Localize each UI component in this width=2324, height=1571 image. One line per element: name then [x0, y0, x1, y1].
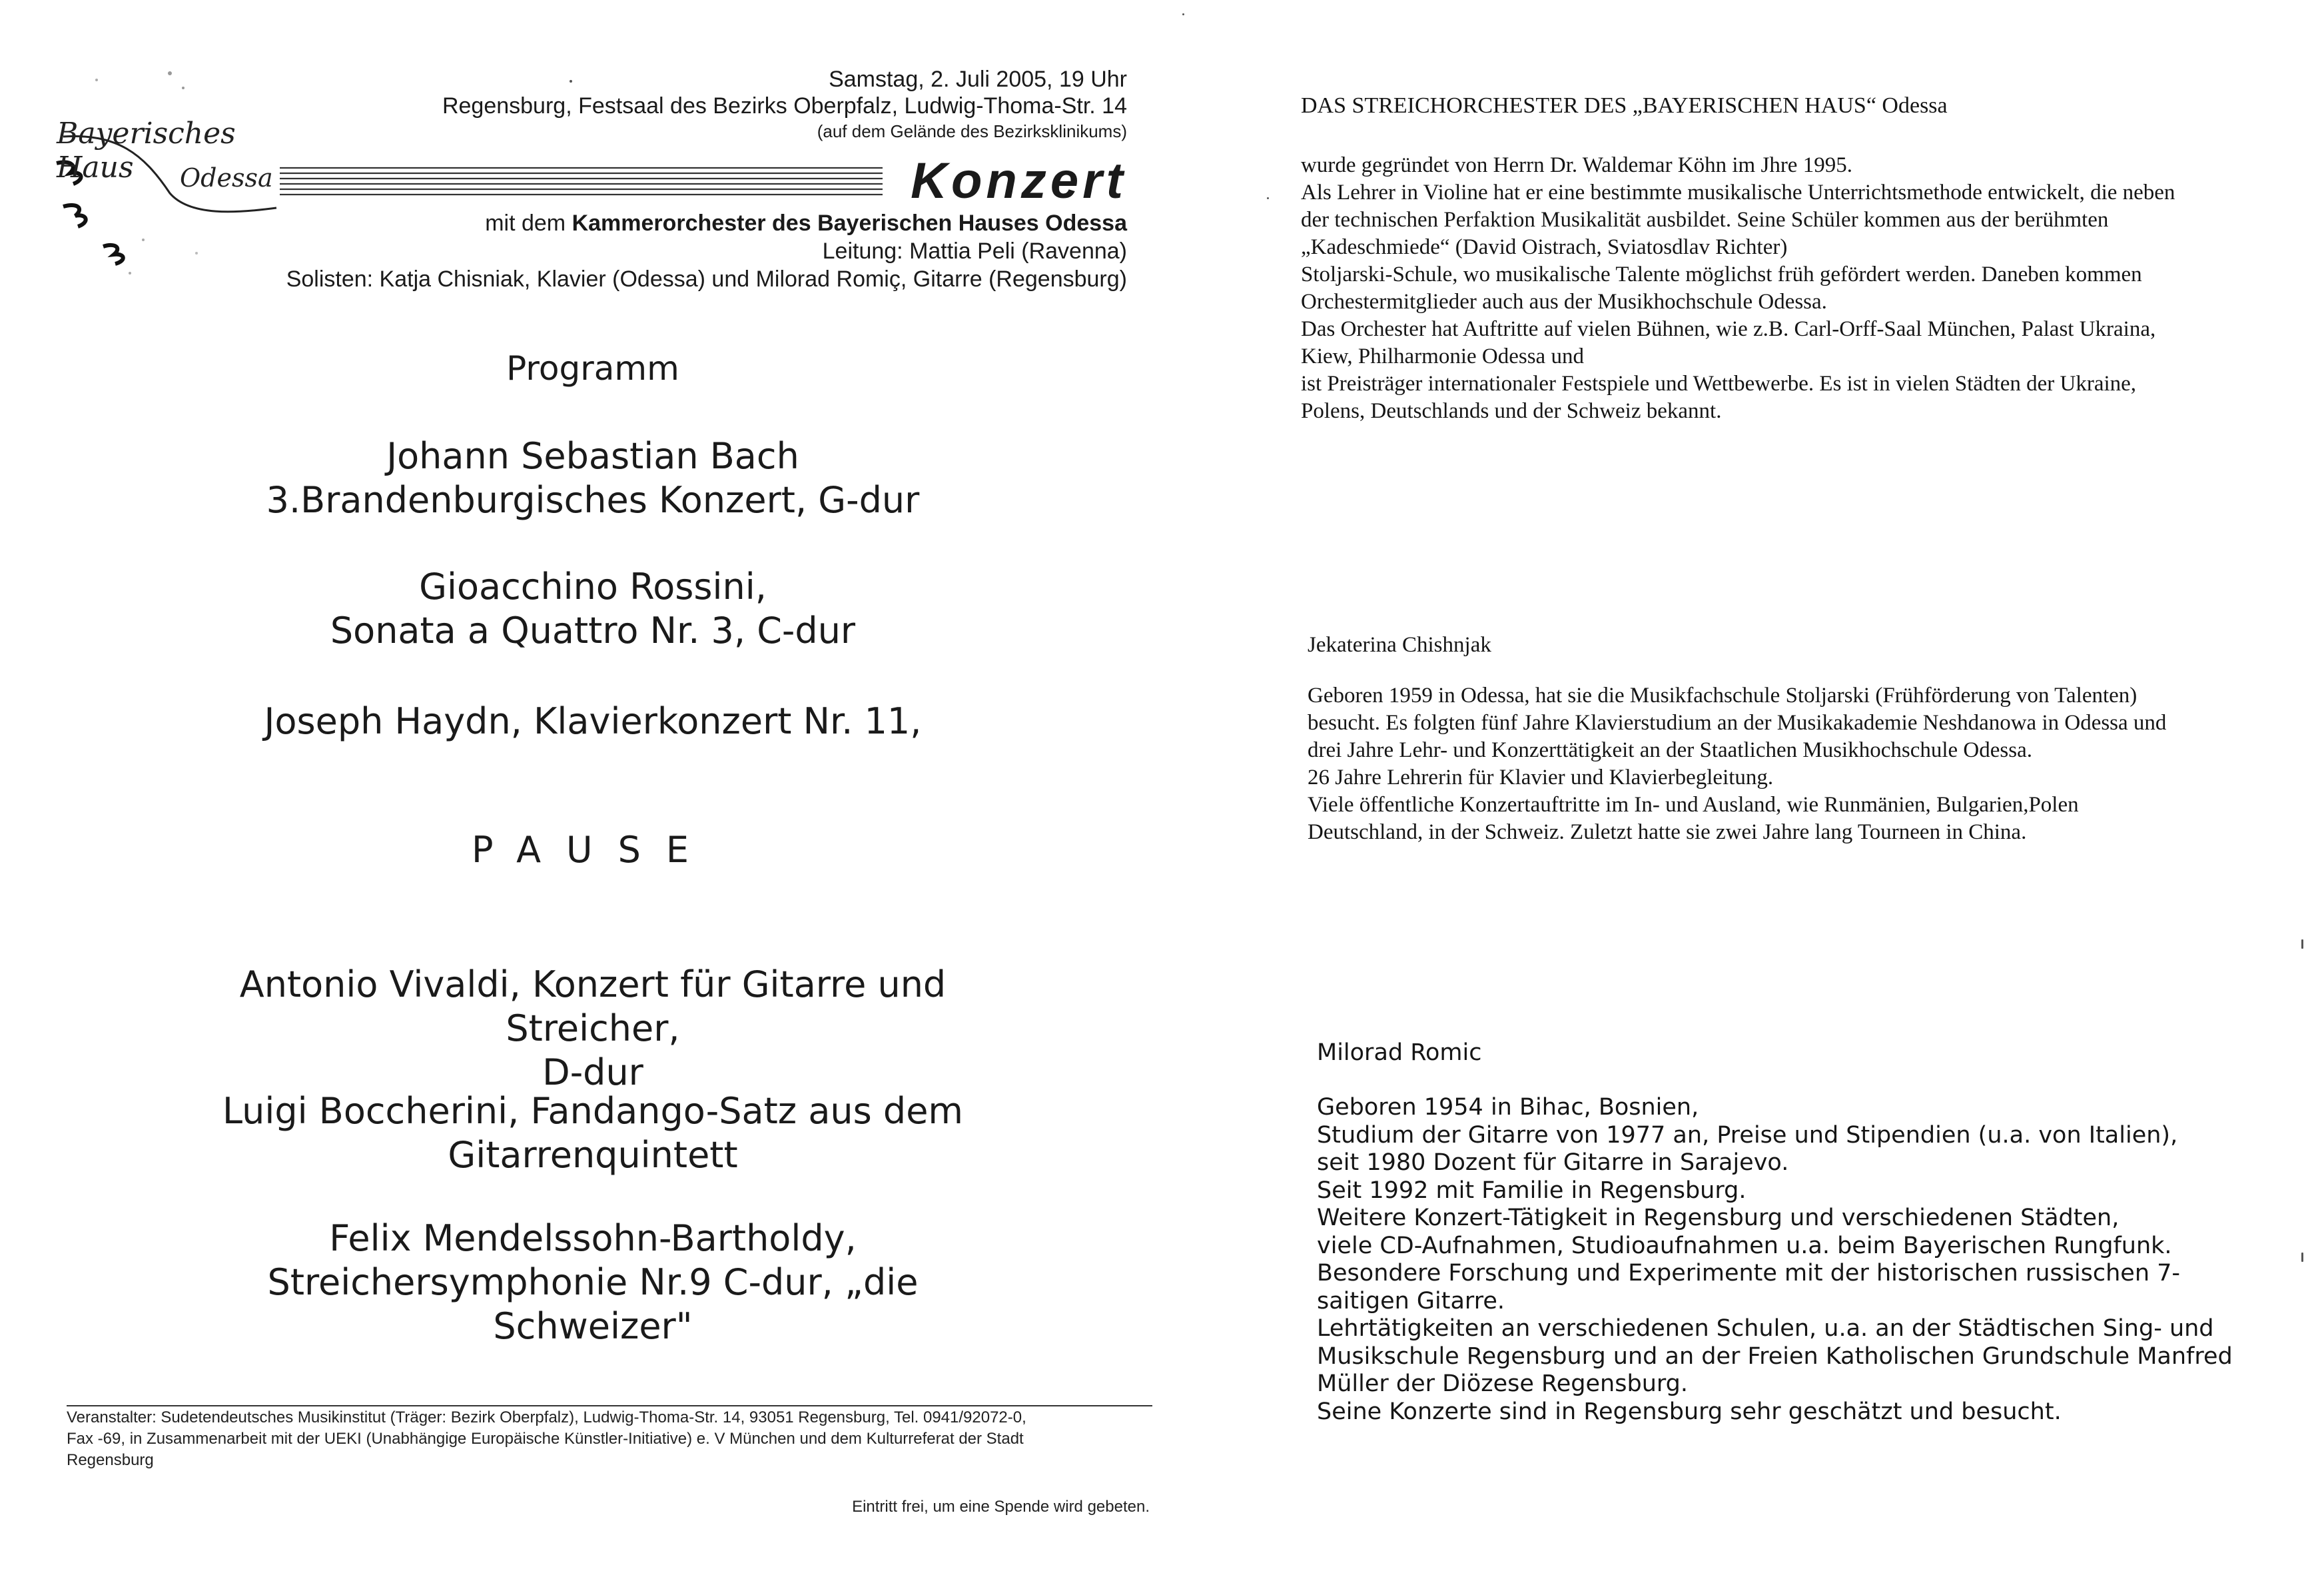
footer-line: Fax -69, in Zusammenarbeit mit der UEKI (Unabhängige Europäische Künstler-Initiative) e. V München und dem Kulturreferat der Stadt [67, 1430, 1024, 1448]
orchestra-line [485, 211, 1127, 237]
text-line: Weitere Konzert-Tätigkeit in Regensburg und verschiedenen Städten, [1317, 1205, 2120, 1231]
organizer-footer [67, 1407, 1159, 1471]
text-line: Seit 1992 mit Familie in Regensburg. [1317, 1177, 1746, 1204]
text-line: Seine Konzerte sind in Regensburg sehr geschätzt und besucht. [1317, 1398, 2062, 1425]
orchestra-description [1301, 152, 2175, 425]
footer-line: Veranstalter: Sudetendeutsches Musikinstitut (Träger: Bezirk Oberpfalz), Ludwig-Thoma-Str. 14, 93051 Regensburg, Tel. 0941/92072-0, [67, 1408, 1026, 1426]
program-item-line: Streichersymphonie Nr.9 C-dur, „die Schweizer" [267, 1261, 919, 1347]
text-line: Kiew, Philharmonie Odessa und [1301, 344, 1584, 368]
text-line: der technischen Perfaktion Musikalität ausbildet. Seine Schüler kommen aus der berühmten [1301, 208, 2109, 232]
romic-bio [1317, 1094, 2233, 1426]
program-item-boccherini [180, 1089, 1006, 1177]
entry-note: Eintritt frei, um eine Spende wird gebeten. [852, 1498, 1150, 1516]
footer-divider [67, 1405, 1152, 1406]
text-line: ist Preisträger internationaler Festspiele und Wettbewerbe. Es ist in vielen Städten der Ukraine, [1301, 372, 2137, 396]
text-line: saitigen Gitarre. [1317, 1287, 1505, 1314]
text-line: besucht. Es folgten fünf Jahre Klavierstudium an der Musikakademie Neshdanowa in Odessa und [1308, 711, 2167, 735]
program-item-vivaldi [180, 963, 1006, 1095]
program-item-line: Felix Mendelssohn-Bartholdy, [329, 1217, 857, 1259]
text-line: Studium der Gitarre von 1977 an, Preise und Stipendien (u.a. von Italien), [1317, 1121, 2178, 1149]
program-item-line: 3.Brandenburgisches Konzert, G-dur [266, 479, 920, 521]
logo-title: Bayerisches Haus [57, 117, 236, 185]
text-line: seit 1980 Dozent für Gitarre in Sarajevo. [1317, 1149, 1789, 1176]
program-item-line: Luigi Boccherini, Fandango-Satz aus dem [222, 1090, 964, 1132]
scan-speck [1182, 13, 1184, 15]
text-line: Lehrtätigkeiten an verschiedenen Schulen, u.a. an der Städtischen Sing- und [1317, 1315, 2214, 1342]
venue-note: (auf dem Gelände des Bezirksklinikums) [817, 121, 1127, 141]
scan-speck [2301, 1253, 2303, 1262]
program-item-bach [180, 434, 1006, 522]
text-line: drei Jahre Lehr- und Konzerttätigkeit an der Staatlichen Musikhochschule Odessa. [1308, 738, 2032, 762]
text-line: Orchestermitglieder auch aus der Musikhochschule Odessa. [1301, 290, 1827, 314]
text-line: Besondere Forschung und Experimente mit der historischen russischen 7- [1317, 1260, 2181, 1287]
program-item-line: Johann Sebastian Bach [386, 435, 799, 477]
text-line: Polens, Deutschlands und der Schweiz bekannt. [1301, 399, 1722, 423]
program-item-line: Gioacchino Rossini, [419, 566, 767, 608]
program-item-line: Antonio Vivaldi, Konzert für Gitarre und Streicher, [239, 963, 947, 1049]
program-heading: Programm [506, 349, 679, 388]
concert-date: Samstag, 2. Juli 2005, 19 Uhr [829, 67, 1127, 92]
program-item-line: Sonata a Quattro Nr. 3, C-dur [330, 610, 856, 652]
text-line: „Kadeschmiede“ (David Oistrach, Sviatosdlav Richter) [1301, 235, 1788, 259]
scan-speck [2301, 939, 2303, 949]
konzert-title: Konzert [911, 153, 1127, 209]
bayerisches-haus-logo [37, 53, 303, 300]
text-line: Geboren 1959 in Odessa, hat sie die Musikfachschule Stoljarski (Frühförderung von Talenten) [1308, 684, 2137, 708]
orchestra-prefix: mit dem [485, 211, 572, 236]
program-item-line: D-dur [542, 1051, 643, 1093]
text-line: Deutschland, in der Schweiz. Zuletzt hatte sie zwei Jahre lang Tourneen in China. [1308, 820, 2027, 844]
text-line: viele CD-Aufnahmen, Studioaufnahmen u.a. beim Bayerischen Rungfunk. [1317, 1232, 2172, 1259]
text-line: Müller der Diözese Regensburg. [1317, 1370, 1688, 1397]
soloists-line: Solisten: Katja Chisniak, Klavier (Odessa) und Milorad Romiç, Gitarre (Regensburg) [286, 266, 1127, 292]
text-line: Das Orchester hat Auftritte auf vielen Bühnen, wie z.B. Carl-Orff-Saal München, Palast Ukraina, [1301, 317, 2156, 341]
footer-line: Regensburg [67, 1451, 154, 1469]
text-line: Geboren 1954 in Bihac, Bosnien, [1317, 1094, 1699, 1121]
concert-venue: Regensburg, Festsaal des Bezirks Oberpfalz, Ludwig-Thoma-Str. 14 [442, 93, 1127, 119]
conductor-line: Leitung: Mattia Peli (Ravenna) [822, 239, 1127, 264]
program-item-haydn [180, 700, 1006, 744]
orchestra-heading: DAS STREICHORCHESTER DES „BAYERISCHEN HAUS“ Odessa [1301, 93, 1948, 118]
right-page [1162, 0, 2324, 1571]
text-line: Musikschule Regensburg und an der Freien Katholischen Grundschule Manfred [1317, 1342, 2233, 1370]
chishnjak-bio [1308, 682, 2166, 846]
text-line: wurde gegründet von Herrn Dr. Waldemar Köhn im Jhre 1995. [1301, 153, 1852, 177]
program-item-mendelssohn [180, 1217, 1006, 1348]
romic-heading: Milorad Romic [1317, 1039, 1482, 1066]
text-line: Stoljarski-Schule, wo musikalische Talente möglichst früh gefördert werden. Daneben kommen [1301, 262, 2142, 286]
program-item-rossini [180, 565, 1006, 653]
logo-subtitle: Odessa [180, 163, 273, 193]
scan-speck [1267, 197, 1269, 199]
chishnjak-heading: Jekaterina Chishnjak [1308, 633, 1491, 657]
program-item-line: Gitarrenquintett [448, 1134, 738, 1176]
text-line: 26 Jahre Lehrerin für Klavier und Klavierbegleitung. [1308, 766, 1774, 789]
orchestra-name: Kammerorchester des Bayerischen Hauses Odessa [572, 211, 1127, 236]
program-pause: PAUSE [472, 829, 714, 871]
text-line: Als Lehrer in Violine hat er eine bestimmte musikalische Unterrichtsmethode entwickelt, die neben [1301, 181, 2175, 205]
music-staff-lines [280, 164, 883, 197]
scan-speck [570, 80, 572, 83]
program-item-line: Joseph Haydn, Klavierkonzert Nr. 11, [264, 700, 922, 742]
text-line: Viele öffentliche Konzertauftritte im In- und Ausland, wie Runmänien, Bulgarien,Polen [1308, 793, 2079, 817]
